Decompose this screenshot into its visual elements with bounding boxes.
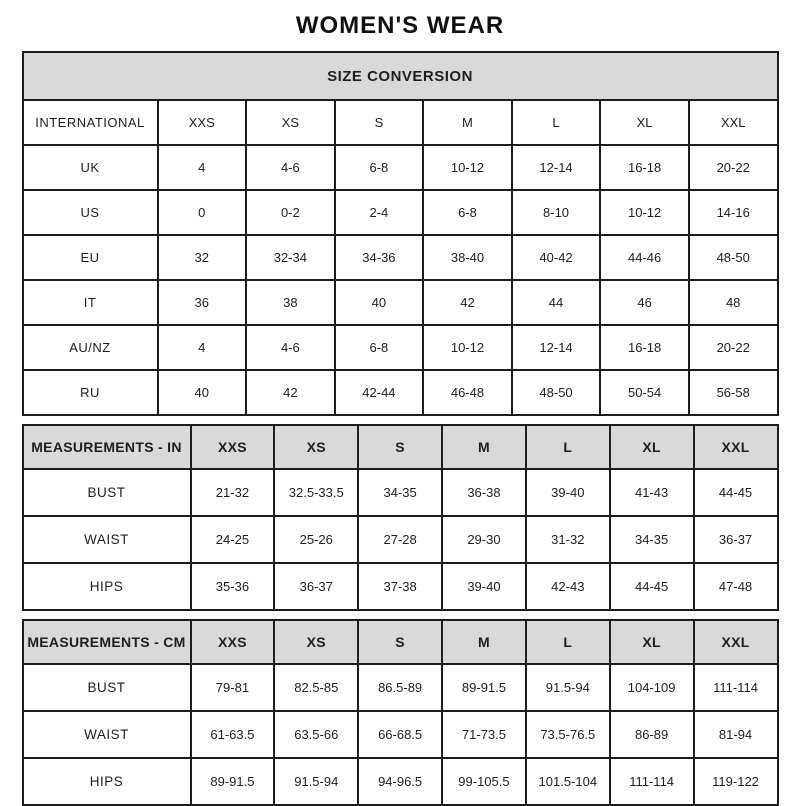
measurement-cell: 119-122 <box>694 758 778 805</box>
column-header-xl: XL <box>610 620 694 664</box>
column-header-s: S <box>335 100 424 145</box>
row-label: RU <box>23 370 158 415</box>
column-header-xxl: XXL <box>694 425 778 469</box>
table-row-hips-in <box>23 563 778 610</box>
measurements-cm-table <box>22 619 779 806</box>
measurement-cell: 111-114 <box>610 758 694 805</box>
column-header-xxl: XXL <box>689 100 778 145</box>
measurement-cell: 79-81 <box>191 664 275 711</box>
measurement-cell: 44-45 <box>694 469 778 516</box>
size-conversion-header: SIZE CONVERSION <box>23 52 778 100</box>
size-cell: 48 <box>689 280 778 325</box>
table-row <box>23 425 778 469</box>
size-cell: 32-34 <box>246 235 335 280</box>
size-cell: 16-18 <box>600 325 689 370</box>
column-header-l: L <box>512 100 601 145</box>
measurement-cell: 73.5-76.5 <box>526 711 610 758</box>
measurement-cell: 25-26 <box>274 516 358 563</box>
measurement-cell: 91.5-94 <box>274 758 358 805</box>
column-header-xxs: XXS <box>158 100 247 145</box>
column-header-international: INTERNATIONAL <box>23 100 158 145</box>
size-cell: 16-18 <box>600 145 689 190</box>
table-row-eu <box>23 235 778 280</box>
measurement-cell: 63.5-66 <box>274 711 358 758</box>
measurement-cell: 34-35 <box>610 516 694 563</box>
size-cell: 10-12 <box>423 145 512 190</box>
row-label: WAIST <box>23 711 191 758</box>
column-header-xl: XL <box>600 100 689 145</box>
size-cell: 48-50 <box>689 235 778 280</box>
measurement-cell: 66-68.5 <box>358 711 442 758</box>
row-label: EU <box>23 235 158 280</box>
measurements-cm-header: MEASUREMENTS - CM <box>23 620 191 664</box>
size-cell: 34-36 <box>335 235 424 280</box>
size-cell: 40 <box>158 370 247 415</box>
measurement-cell: 86.5-89 <box>358 664 442 711</box>
column-header-m: M <box>442 620 526 664</box>
column-header-xl: XL <box>610 425 694 469</box>
row-label: HIPS <box>23 563 191 610</box>
size-cell: 40 <box>335 280 424 325</box>
column-header-xs: XS <box>274 620 358 664</box>
size-cell: 0 <box>158 190 247 235</box>
measurement-cell: 36-37 <box>694 516 778 563</box>
measurement-cell: 99-105.5 <box>442 758 526 805</box>
size-cell: 20-22 <box>689 325 778 370</box>
size-cell: 48-50 <box>512 370 601 415</box>
table-row-aunz <box>23 325 778 370</box>
row-label: UK <box>23 145 158 190</box>
table-row-waist-cm <box>23 711 778 758</box>
table-row-hips-cm <box>23 758 778 805</box>
measurements-in-table <box>22 424 779 611</box>
size-cell: 44 <box>512 280 601 325</box>
table-row-it <box>23 280 778 325</box>
measurement-cell: 32.5-33.5 <box>274 469 358 516</box>
table-row-ru <box>23 370 778 415</box>
table-row-waist-in <box>23 516 778 563</box>
size-cell: 50-54 <box>600 370 689 415</box>
size-cell: 20-22 <box>689 145 778 190</box>
size-cell: 8-10 <box>512 190 601 235</box>
measurement-cell: 91.5-94 <box>526 664 610 711</box>
column-header-l: L <box>526 620 610 664</box>
measurement-cell: 39-40 <box>442 563 526 610</box>
size-cell: 46 <box>600 280 689 325</box>
size-cell: 32 <box>158 235 247 280</box>
size-cell: 42-44 <box>335 370 424 415</box>
measurement-cell: 39-40 <box>526 469 610 516</box>
row-label: BUST <box>23 664 191 711</box>
measurement-cell: 34-35 <box>358 469 442 516</box>
row-label: US <box>23 190 158 235</box>
size-cell: 12-14 <box>512 325 601 370</box>
measurement-cell: 42-43 <box>526 563 610 610</box>
column-header-s: S <box>358 620 442 664</box>
measurement-cell: 89-91.5 <box>442 664 526 711</box>
measurement-cell: 36-38 <box>442 469 526 516</box>
table-row-uk <box>23 145 778 190</box>
size-cell: 14-16 <box>689 190 778 235</box>
page-title: WOMEN'S WEAR <box>295 12 505 39</box>
size-cell: 2-4 <box>335 190 424 235</box>
column-header-s: S <box>358 425 442 469</box>
size-cell: 36 <box>158 280 247 325</box>
measurement-cell: 94-96.5 <box>358 758 442 805</box>
column-header-l: L <box>526 425 610 469</box>
size-cell: 6-8 <box>423 190 512 235</box>
column-header-xs: XS <box>246 100 335 145</box>
size-cell: 42 <box>423 280 512 325</box>
row-label: IT <box>23 280 158 325</box>
column-header-xxs: XXS <box>191 425 275 469</box>
measurement-cell: 82.5-85 <box>274 664 358 711</box>
size-cell: 4 <box>158 325 247 370</box>
size-cell: 10-12 <box>600 190 689 235</box>
size-cell: 38 <box>246 280 335 325</box>
measurement-cell: 44-45 <box>610 563 694 610</box>
column-header-m: M <box>442 425 526 469</box>
measurements-in-header: MEASUREMENTS - IN <box>23 425 191 469</box>
measurement-cell: 31-32 <box>526 516 610 563</box>
size-cell: 46-48 <box>423 370 512 415</box>
table-row-us <box>23 190 778 235</box>
measurement-cell: 36-37 <box>274 563 358 610</box>
size-cell: 4-6 <box>246 325 335 370</box>
measurement-cell: 81-94 <box>694 711 778 758</box>
size-cell: 40-42 <box>512 235 601 280</box>
column-header-m: M <box>423 100 512 145</box>
measurement-cell: 24-25 <box>191 516 275 563</box>
measurement-cell: 89-91.5 <box>191 758 275 805</box>
measurement-cell: 104-109 <box>610 664 694 711</box>
measurement-cell: 35-36 <box>191 563 275 610</box>
measurement-cell: 37-38 <box>358 563 442 610</box>
table-row-bust-cm <box>23 664 778 711</box>
row-label: HIPS <box>23 758 191 805</box>
table-row <box>23 52 778 100</box>
size-cell: 6-8 <box>335 325 424 370</box>
size-cell: 0-2 <box>246 190 335 235</box>
size-conversion-table <box>22 51 779 416</box>
table-row-bust-in <box>23 469 778 516</box>
measurement-cell: 29-30 <box>442 516 526 563</box>
size-chart-page <box>22 0 779 806</box>
table-row <box>23 620 778 664</box>
column-header-xxl: XXL <box>694 620 778 664</box>
measurement-cell: 61-63.5 <box>191 711 275 758</box>
table-row <box>23 100 778 145</box>
size-cell: 44-46 <box>600 235 689 280</box>
measurement-cell: 101.5-104 <box>526 758 610 805</box>
measurement-cell: 111-114 <box>694 664 778 711</box>
measurement-cell: 27-28 <box>358 516 442 563</box>
measurement-cell: 47-48 <box>694 563 778 610</box>
size-cell: 4-6 <box>246 145 335 190</box>
size-cell: 6-8 <box>335 145 424 190</box>
size-cell: 38-40 <box>423 235 512 280</box>
size-cell: 12-14 <box>512 145 601 190</box>
measurement-cell: 41-43 <box>610 469 694 516</box>
row-label: BUST <box>23 469 191 516</box>
size-cell: 4 <box>158 145 247 190</box>
column-header-xs: XS <box>274 425 358 469</box>
row-label: WAIST <box>23 516 191 563</box>
row-label: AU/NZ <box>23 325 158 370</box>
size-cell: 10-12 <box>423 325 512 370</box>
size-cell: 42 <box>246 370 335 415</box>
column-header-xxs: XXS <box>191 620 275 664</box>
measurement-cell: 71-73.5 <box>442 711 526 758</box>
measurement-cell: 86-89 <box>610 711 694 758</box>
measurement-cell: 21-32 <box>191 469 275 516</box>
size-cell: 56-58 <box>689 370 778 415</box>
